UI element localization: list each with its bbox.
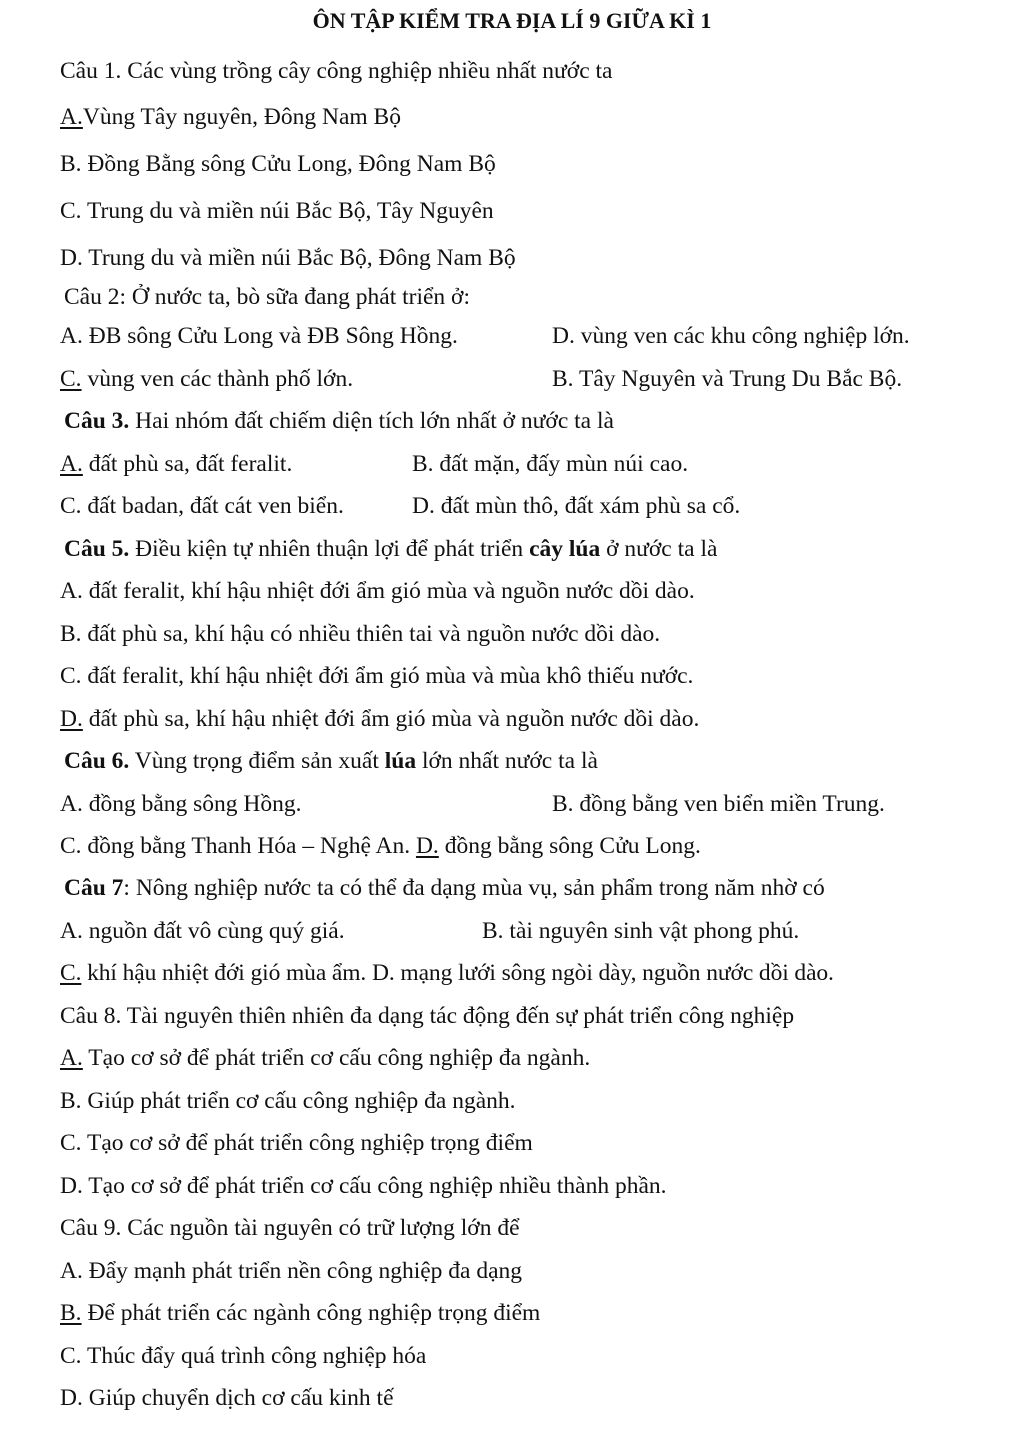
question-1-option-c: C. Trung du và miền núi Bắc Bộ, Tây Nguyên <box>60 198 494 224</box>
option-text: vùng ven các thành phố lớn. <box>81 366 354 392</box>
question-8-stem: Câu 8. Tài nguyên thiên nhiên đa dạng tác động đến sự phát triển công nghiệp <box>60 1003 795 1029</box>
question-7-option-b: B. tài nguyên sinh vật phong phú. <box>482 918 800 944</box>
answer-letter: B. <box>60 1300 82 1326</box>
question-9-option-a: A. Đẩy mạnh phát triển nền công nghiệp đa dạng <box>60 1258 523 1284</box>
question-6-option-a: A. đồng bằng sông Hồng. <box>60 791 302 817</box>
emphasis: lúa <box>384 748 417 774</box>
question-1-option-b: B. Đồng Bằng sông Cửu Long, Đông Nam Bộ <box>60 151 496 177</box>
question-8-option-d: D. Tạo cơ sở để phát triển cơ cấu công nghiệp nhiều thành phần. <box>60 1173 667 1199</box>
question-text: : Nông nghiệp nước ta có thể đa dạng mùa vụ, sản phẩm trong năm nhờ có <box>123 875 825 901</box>
question-8-option-c: C. Tạo cơ sở để phát triển công nghiệp trọng điểm <box>60 1130 533 1156</box>
answer-letter: C. <box>60 366 82 392</box>
option-d-text: đồng bằng sông Cửu Long. <box>438 833 701 859</box>
question-9-option-b <box>60 1298 540 1328</box>
question-2-option-d: D. vùng ven các khu công nghiệp lớn. <box>552 323 910 349</box>
question-text: Hai nhóm đất chiếm diện tích lớn nhất ở nước ta là <box>129 408 614 434</box>
question-label: Câu 5. <box>64 536 130 562</box>
question-5-option-a: A. đất feralit, khí hậu nhiệt đới ẩm gió mùa và nguồn nước dồi dào. <box>60 578 695 604</box>
question-2-option-a: A. ĐB sông Cửu Long và ĐB Sông Hồng. <box>60 323 458 349</box>
question-text: Điều kiện tự nhiên thuận lợi để phát triển <box>129 536 530 562</box>
question-8-option-a <box>60 1043 590 1073</box>
question-6-stem <box>64 746 598 776</box>
question-2-stem: Câu 2: Ở nước ta, bò sữa đang phát triển ở: <box>64 284 471 310</box>
question-label: Câu 6. <box>64 748 130 774</box>
question-3-option-a <box>60 449 292 479</box>
question-7-stem <box>64 873 825 903</box>
answer-letter: D. <box>415 833 439 859</box>
answer-letter: A. <box>60 451 83 477</box>
question-1-option-a <box>60 102 401 132</box>
question-7-option-a: A. nguồn đất vô cùng quý giá. <box>60 918 345 944</box>
question-6-option-b: B. đồng bằng ven biển miền Trung. <box>552 791 885 817</box>
question-5-option-b: B. đất phù sa, khí hậu có nhiều thiên tai và nguồn nước dồi dào. <box>60 621 661 647</box>
question-text-end: ở nước ta là <box>600 536 718 562</box>
question-3-option-b: B. đất mặn, đấy mùn núi cao. <box>412 451 689 477</box>
question-1-option-d: D. Trung du và miền núi Bắc Bộ, Đông Nam Bộ <box>60 245 516 271</box>
document-title: ÔN TẬP KIỂM TRA ĐỊA LÍ 9 GIỮA KÌ 1 <box>312 8 712 33</box>
answer-letter: A. <box>60 1045 83 1071</box>
option-text: Để phát triển các ngành công nghiệp trọng điểm <box>81 1300 541 1326</box>
option-c-text: khí hậu nhiệt đới gió mùa ẩm. <box>81 960 367 986</box>
question-9-option-c: C. Thúc đẩy quá trình công nghiệp hóa <box>60 1343 427 1369</box>
option-text: đất phù sa, đất feralit. <box>82 451 293 477</box>
question-5-stem <box>64 534 717 564</box>
question-8-option-b: B. Giúp phát triển cơ cấu công nghiệp đa ngành. <box>60 1088 516 1114</box>
question-text-end: lớn nhất nước ta là <box>416 748 598 774</box>
option-d-text: D. mạng lưới sông ngòi dày, nguồn nước dồi dào. <box>366 960 834 986</box>
question-7-option-c-d <box>60 958 834 988</box>
option-c-text: C. đồng bằng Thanh Hóa – Nghệ An. <box>60 833 416 859</box>
question-label: Câu 7 <box>64 875 124 901</box>
question-9-option-d: D. Giúp chuyển dịch cơ cấu kinh tế <box>60 1385 394 1411</box>
question-6-option-c-d <box>60 831 701 861</box>
option-text: Tạo cơ sở để phát triển cơ cấu công nghiệp đa ngành. <box>82 1045 591 1071</box>
question-2-option-b: B. Tây Nguyên và Trung Du Bắc Bộ. <box>552 366 903 392</box>
answer-letter: A. <box>60 104 83 130</box>
emphasis: cây lúa <box>529 536 601 562</box>
answer-letter: C. <box>60 960 82 986</box>
option-text: đất phù sa, khí hậu nhiệt đới ẩm gió mùa và nguồn nước dồi dào. <box>82 706 700 732</box>
question-5-option-d <box>60 704 699 734</box>
question-text: Vùng trọng điểm sản xuất <box>129 748 385 774</box>
question-3-option-c: C. đất badan, đất cát ven biển. <box>60 493 344 519</box>
question-3-option-d: D. đất mùn thô, đất xám phù sa cổ. <box>412 493 741 519</box>
question-3-stem <box>64 406 614 436</box>
question-2-option-c <box>60 364 353 394</box>
question-9-stem: Câu 9. Các nguồn tài nguyên có trữ lượng lớn để <box>60 1215 520 1241</box>
question-1-stem: Câu 1. Các vùng trồng cây công nghiệp nhiều nhất nước ta <box>60 58 613 84</box>
question-label: Câu 3. <box>64 408 130 434</box>
answer-letter: D. <box>60 706 83 732</box>
option-text: Vùng Tây nguyên, Đông Nam Bộ <box>82 104 401 130</box>
question-5-option-c: C. đất feralit, khí hậu nhiệt đới ẩm gió mùa và mùa khô thiếu nước. <box>60 663 694 689</box>
